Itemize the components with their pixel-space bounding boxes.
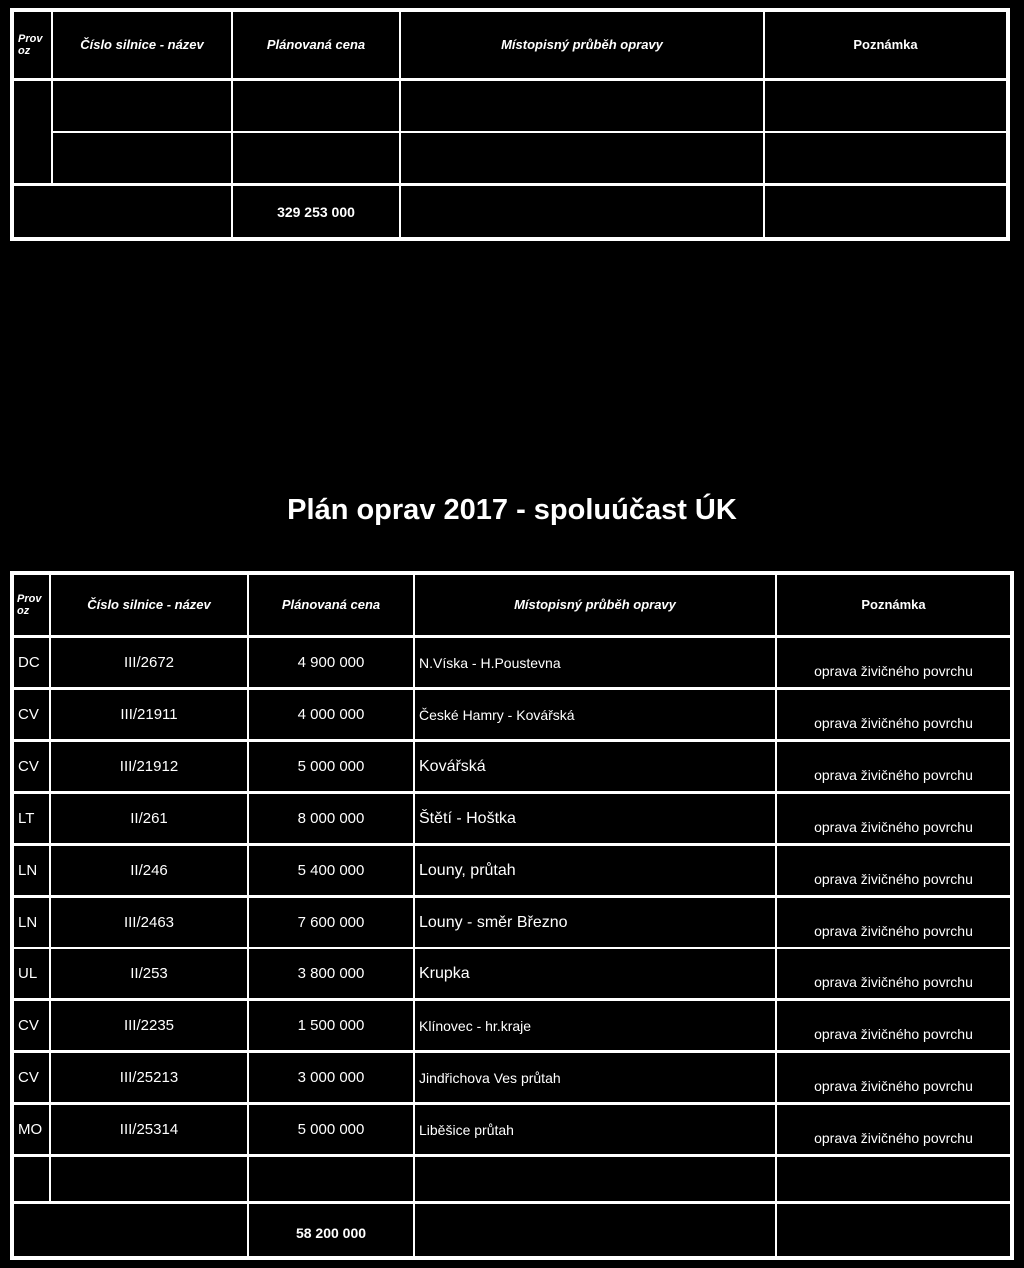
cell-course: Štětí - Hoštka [419,809,516,827]
main-header-provoz [14,575,49,635]
table-cell-bg [14,898,49,947]
cell-provoz: CV [18,758,39,775]
cell-course: Krupka [419,964,470,982]
cell-course: Kovářská [419,757,486,775]
cell-provoz: MO [18,1121,43,1138]
top-row2-road [53,133,231,183]
table-cell-bg [14,1053,49,1102]
table-cell-bg [777,1001,1010,1050]
table-cell-bg [249,1105,413,1154]
table-cell-bg [777,1053,1010,1102]
top-row1-note [765,81,1006,131]
cell-provoz: CV [18,706,39,723]
cell-price: 7 600 000 [297,914,365,931]
main-header-price-label: Plánovaná cena [281,596,381,612]
top-header-price-label: Plánovaná cena [266,36,366,52]
table-cell-bg [14,846,49,895]
table-cell-bg [777,949,1010,998]
top-header-road-label: Číslo silnice - název [80,36,204,52]
cell-provoz: CV [18,1017,39,1034]
cell-course: Louny - směr Březno [419,913,568,931]
top-header-road [53,12,231,78]
main-header-road [51,575,247,635]
cell-provoz: DC [18,654,40,671]
cell-course: Jindřichova Ves průtah [419,1069,561,1086]
table-cell-bg [14,1001,49,1050]
table-cell-bg [14,949,49,998]
cell-road: III/25213 [119,1069,179,1086]
main-header-course-label: Místopisný průběh opravy [514,596,676,612]
cell-note: oprava živičného povrchu [814,715,973,731]
main-header-road-label: Číslo silnice - název [87,596,211,612]
cell-road: III/2463 [123,914,175,931]
top-header-provoz [14,12,51,78]
top-row2-price [233,133,399,183]
cell-course: Louny, průtah [419,861,516,879]
cell-road: III/2672 [123,654,175,671]
cell-road: III/25314 [119,1121,179,1138]
table-cell-bg [51,949,247,998]
table-cell-bg [777,794,1010,843]
table-cell-bg [14,1105,49,1154]
cell-provoz: LN [18,914,38,931]
main-table [10,571,1014,1260]
main-header-provoz-label: Prov oz [17,592,42,617]
main-total-cell [249,1204,413,1256]
table-cell-bg [249,846,413,895]
main-empty-price [249,1157,413,1201]
cell-road: II/261 [130,810,168,827]
main-total-note [777,1204,1010,1256]
cell-price: 4 000 000 [297,706,365,723]
cell-price: 4 900 000 [297,654,365,671]
table-cell-bg [51,690,247,739]
top-header-note [765,12,1006,78]
table-cell-bg [777,1105,1010,1154]
cell-note: oprava živičného povrchu [814,767,973,783]
table-cell-bg [415,1053,775,1102]
table-cell-bg [415,794,775,843]
top-row1-price [233,81,399,131]
cell-provoz: LN [18,862,38,879]
cell-course: České Hamry - Kovářská [419,706,575,723]
top-row2-note [765,133,1006,183]
main-empty-road [51,1157,247,1201]
table-cell-bg [14,690,49,739]
main-total-course [415,1204,775,1256]
table-cell-bg [777,690,1010,739]
top-table [10,8,1010,241]
cell-note: oprava živičného povrchu [814,923,973,939]
table-cell-bg [249,794,413,843]
main-header-course [415,575,775,635]
main-empty-note [777,1157,1010,1201]
cell-price: 3 000 000 [297,1069,365,1086]
cell-price: 8 000 000 [297,810,365,827]
cell-price: 5 000 000 [297,758,365,775]
main-empty-course [415,1157,775,1201]
cell-note: oprava živičného povrchu [814,871,973,887]
table-cell-bg [777,742,1010,791]
cell-price: 5 400 000 [297,862,365,879]
table-cell-bg [249,742,413,791]
top-provoz-merged [14,81,51,183]
table-cell-bg [51,1105,247,1154]
main-header-note-label: Poznámka [861,596,926,612]
table-cell-bg [777,898,1010,947]
cell-note: oprava živičného povrchu [814,1078,973,1094]
table-cell-bg [14,638,49,687]
cell-road: II/246 [130,862,168,879]
cell-note: oprava živičného povrchu [814,974,973,990]
cell-note: oprava živičného povrchu [814,1026,973,1042]
table-cell-bg [415,742,775,791]
table-cell-bg [249,638,413,687]
top-header-price [233,12,399,78]
table-cell-bg [51,898,247,947]
table-cell-bg [51,1053,247,1102]
cell-road: II/253 [130,965,168,982]
table-cell-bg [415,898,775,947]
cell-course: Klínovec - hr.kraje [419,1017,532,1034]
cell-note: oprava živičného povrchu [814,819,973,835]
top-total-value: 329 253 000 [277,203,355,220]
table-cell-bg [14,794,49,843]
cell-provoz: CV [18,1069,39,1086]
table-cell-bg [51,1001,247,1050]
table-cell-bg [415,1001,775,1050]
table-cell-bg [777,638,1010,687]
cell-road: III/21911 [120,706,178,723]
table-cell-bg [249,690,413,739]
cell-road: III/21912 [119,758,179,775]
table-cell-bg [249,1053,413,1102]
cell-provoz: UL [18,965,38,982]
top-header-course-label: Místopisný průběh opravy [501,36,663,52]
top-header-note-label: Poznámka [853,36,918,52]
table-cell-bg [415,638,775,687]
main-header-note [777,575,1010,635]
cell-provoz: LT [18,810,35,827]
top-header-provoz-label: Prov oz [18,32,43,57]
cell-price: 3 800 000 [297,965,365,982]
cell-note: oprava živičného povrchu [814,663,973,679]
top-total-course [401,186,763,237]
top-row2-course [401,133,763,183]
top-total-label-cell [14,186,231,237]
table-cell-bg [415,690,775,739]
top-row1-road [53,81,231,131]
cell-course: N.Víska - H.Poustevna [419,654,561,671]
main-total-label-cell [14,1204,247,1256]
top-total-note [765,186,1006,237]
table-cell-bg [51,638,247,687]
table-cell-bg [249,898,413,947]
cell-price: 1 500 000 [297,1017,365,1034]
table-cell-bg [415,1105,775,1154]
table-cell-bg [51,794,247,843]
page-title: Plán oprav 2017 - spoluúčast ÚK [287,494,737,526]
main-total-value: 58 200 000 [295,1225,367,1241]
table-cell-bg [249,949,413,998]
main-empty-provoz [14,1157,49,1201]
cell-course: Liběšice průtah [419,1121,514,1138]
table-cell-bg [14,742,49,791]
top-total-cell [233,186,399,237]
top-row1-course [401,81,763,131]
top-header-course [401,12,763,78]
table-cell-bg [415,949,775,998]
table-cell-bg [51,742,247,791]
cell-road: III/2235 [123,1017,175,1034]
table-cell-bg [415,846,775,895]
table-cell-bg [249,1001,413,1050]
table-cell-bg [777,846,1010,895]
main-header-price [249,575,413,635]
table-cell-bg [51,846,247,895]
cell-price: 5 000 000 [297,1121,365,1138]
cell-note: oprava živičného povrchu [814,1130,973,1146]
